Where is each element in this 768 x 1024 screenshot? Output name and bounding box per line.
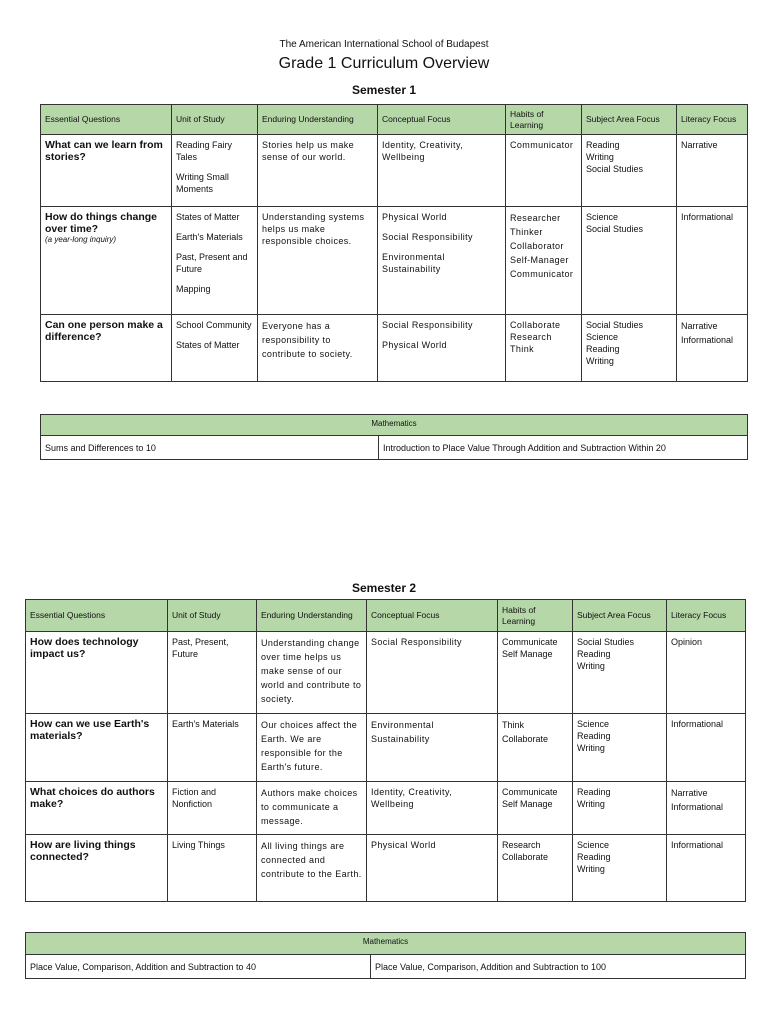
question-note: (a year-long inquiry) [45,235,116,244]
semester-1-table [40,104,748,382]
conceptual-focus: Physical World Social Responsibility Environmental Sustainability [378,207,506,315]
habits-of-learning: Communicator [506,135,582,207]
math-unit: Place Value, Comparison, Addition and Subtraction to 100 [371,955,746,979]
literacy-focus: Narrative Informational [677,315,748,382]
math-unit: Sums and Differences to 10 [41,436,379,460]
table-row [26,714,746,782]
unit-of-study: Reading Fairy Tales Writing Small Moments [172,135,258,207]
semester-2-table [25,599,746,902]
unit-of-study: Fiction and Nonfiction [168,782,257,835]
semester-2-header-row [26,600,746,632]
math-unit: Introduction to Place Value Through Addition and Subtraction Within 20 [379,436,748,460]
subject-area-focus: Reading Writing [573,782,667,835]
semester-1-header-row [41,105,748,135]
unit-of-study: Living Things [168,835,257,902]
habits-of-learning: Collaborate Research Think [506,315,582,382]
enduring-understanding: Understanding systems helps us make responsible choices. [258,207,378,315]
column-header: Enduring Understanding [257,600,367,632]
column-header: Unit of Study [172,105,258,135]
essential-question: What can we learn from stories? [41,135,172,207]
subject-area-focus: Reading Writing Social Studies [582,135,677,207]
enduring-understanding: Everyone has a responsibility to contribute to society. [258,315,378,382]
habits-of-learning: Research Collaborate [498,835,573,902]
habits-of-learning: Researcher Thinker Collaborator Self-Manager Communicator [506,207,582,315]
school-name: The American International School of Budapest [279,39,489,50]
essential-question: How does technology impact us? [26,632,168,714]
conceptual-focus: Environmental Sustainability [367,714,498,782]
page-title: Grade 1 Curriculum Overview [278,55,490,72]
subject-area-focus: Science Social Studies [582,207,677,315]
semester-1-math-table [40,414,748,460]
table-row [26,782,746,835]
conceptual-focus: Social Responsibility [367,632,498,714]
table-row [41,135,748,207]
subject-area-focus: Social Studies Science Reading Writing [582,315,677,382]
conceptual-focus: Identity, Creativity, Wellbeing [378,135,506,207]
math-header: Mathematics [26,933,746,955]
subject-area-focus: Social Studies Reading Writing [573,632,667,714]
enduring-understanding: Understanding change over time helps us make sense of our world and contribute to society. [257,632,367,714]
semester-2-math-table [25,932,746,979]
semester-2-heading: Semester 2 [351,581,417,595]
unit-of-study: Past, Present, Future [168,632,257,714]
essential-question: How are living things connected? [26,835,168,902]
column-header: Subject Area Focus [573,600,667,632]
essential-question: Can one person make a difference? [41,315,172,382]
habits-of-learning: Communicate Self Manage [498,632,573,714]
literacy-focus: Opinion [667,632,746,714]
column-header: Conceptual Focus [378,105,506,135]
conceptual-focus: Physical World [367,835,498,902]
enduring-understanding: Our choices affect the Earth. We are responsible for the Earth's future. [257,714,367,782]
column-header: Habits of Learning [506,105,582,135]
conceptual-focus: Social Responsibility Physical World [378,315,506,382]
habits-of-learning: Communicate Self Manage [498,782,573,835]
math-unit: Place Value, Comparison, Addition and Subtraction to 40 [26,955,371,979]
subject-area-focus: Science Reading Writing [573,714,667,782]
column-header: Essential Questions [26,600,168,632]
column-header: Unit of Study [168,600,257,632]
conceptual-focus: Identity, Creativity, Wellbeing [367,782,498,835]
literacy-focus: Informational [677,207,748,315]
column-header: Enduring Understanding [258,105,378,135]
literacy-focus: Narrative [677,135,748,207]
enduring-understanding: All living things are connected and contribute to the Earth. [257,835,367,902]
table-row [26,632,746,714]
enduring-understanding: Stories help us make sense of our world. [258,135,378,207]
enduring-understanding: Authors make choices to communicate a message. [257,782,367,835]
semester-1-heading: Semester 1 [351,83,417,97]
table-row [41,315,748,382]
column-header: Literacy Focus [667,600,746,632]
column-header: Habits of Learning [498,600,573,632]
habits-of-learning: Think Collaborate [498,714,573,782]
essential-question: How do things change over time? (a year-long inquiry) [41,207,172,315]
math-header: Mathematics [41,415,748,436]
column-header: Essential Questions [41,105,172,135]
unit-of-study: School Community States of Matter [172,315,258,382]
unit-of-study: Earth's Materials [168,714,257,782]
literacy-focus: Informational [667,835,746,902]
literacy-focus: Informational [667,714,746,782]
column-header: Subject Area Focus [582,105,677,135]
column-header: Literacy Focus [677,105,748,135]
column-header: Conceptual Focus [367,600,498,632]
table-row [41,207,748,315]
subject-area-focus: Science Reading Writing [573,835,667,902]
unit-of-study: States of Matter Earth's Materials Past, Present and Future Mapping [172,207,258,315]
essential-question: What choices do authors make? [26,782,168,835]
table-row [26,835,746,902]
literacy-focus: Narrative Informational [667,782,746,835]
essential-question: How can we use Earth's materials? [26,714,168,782]
